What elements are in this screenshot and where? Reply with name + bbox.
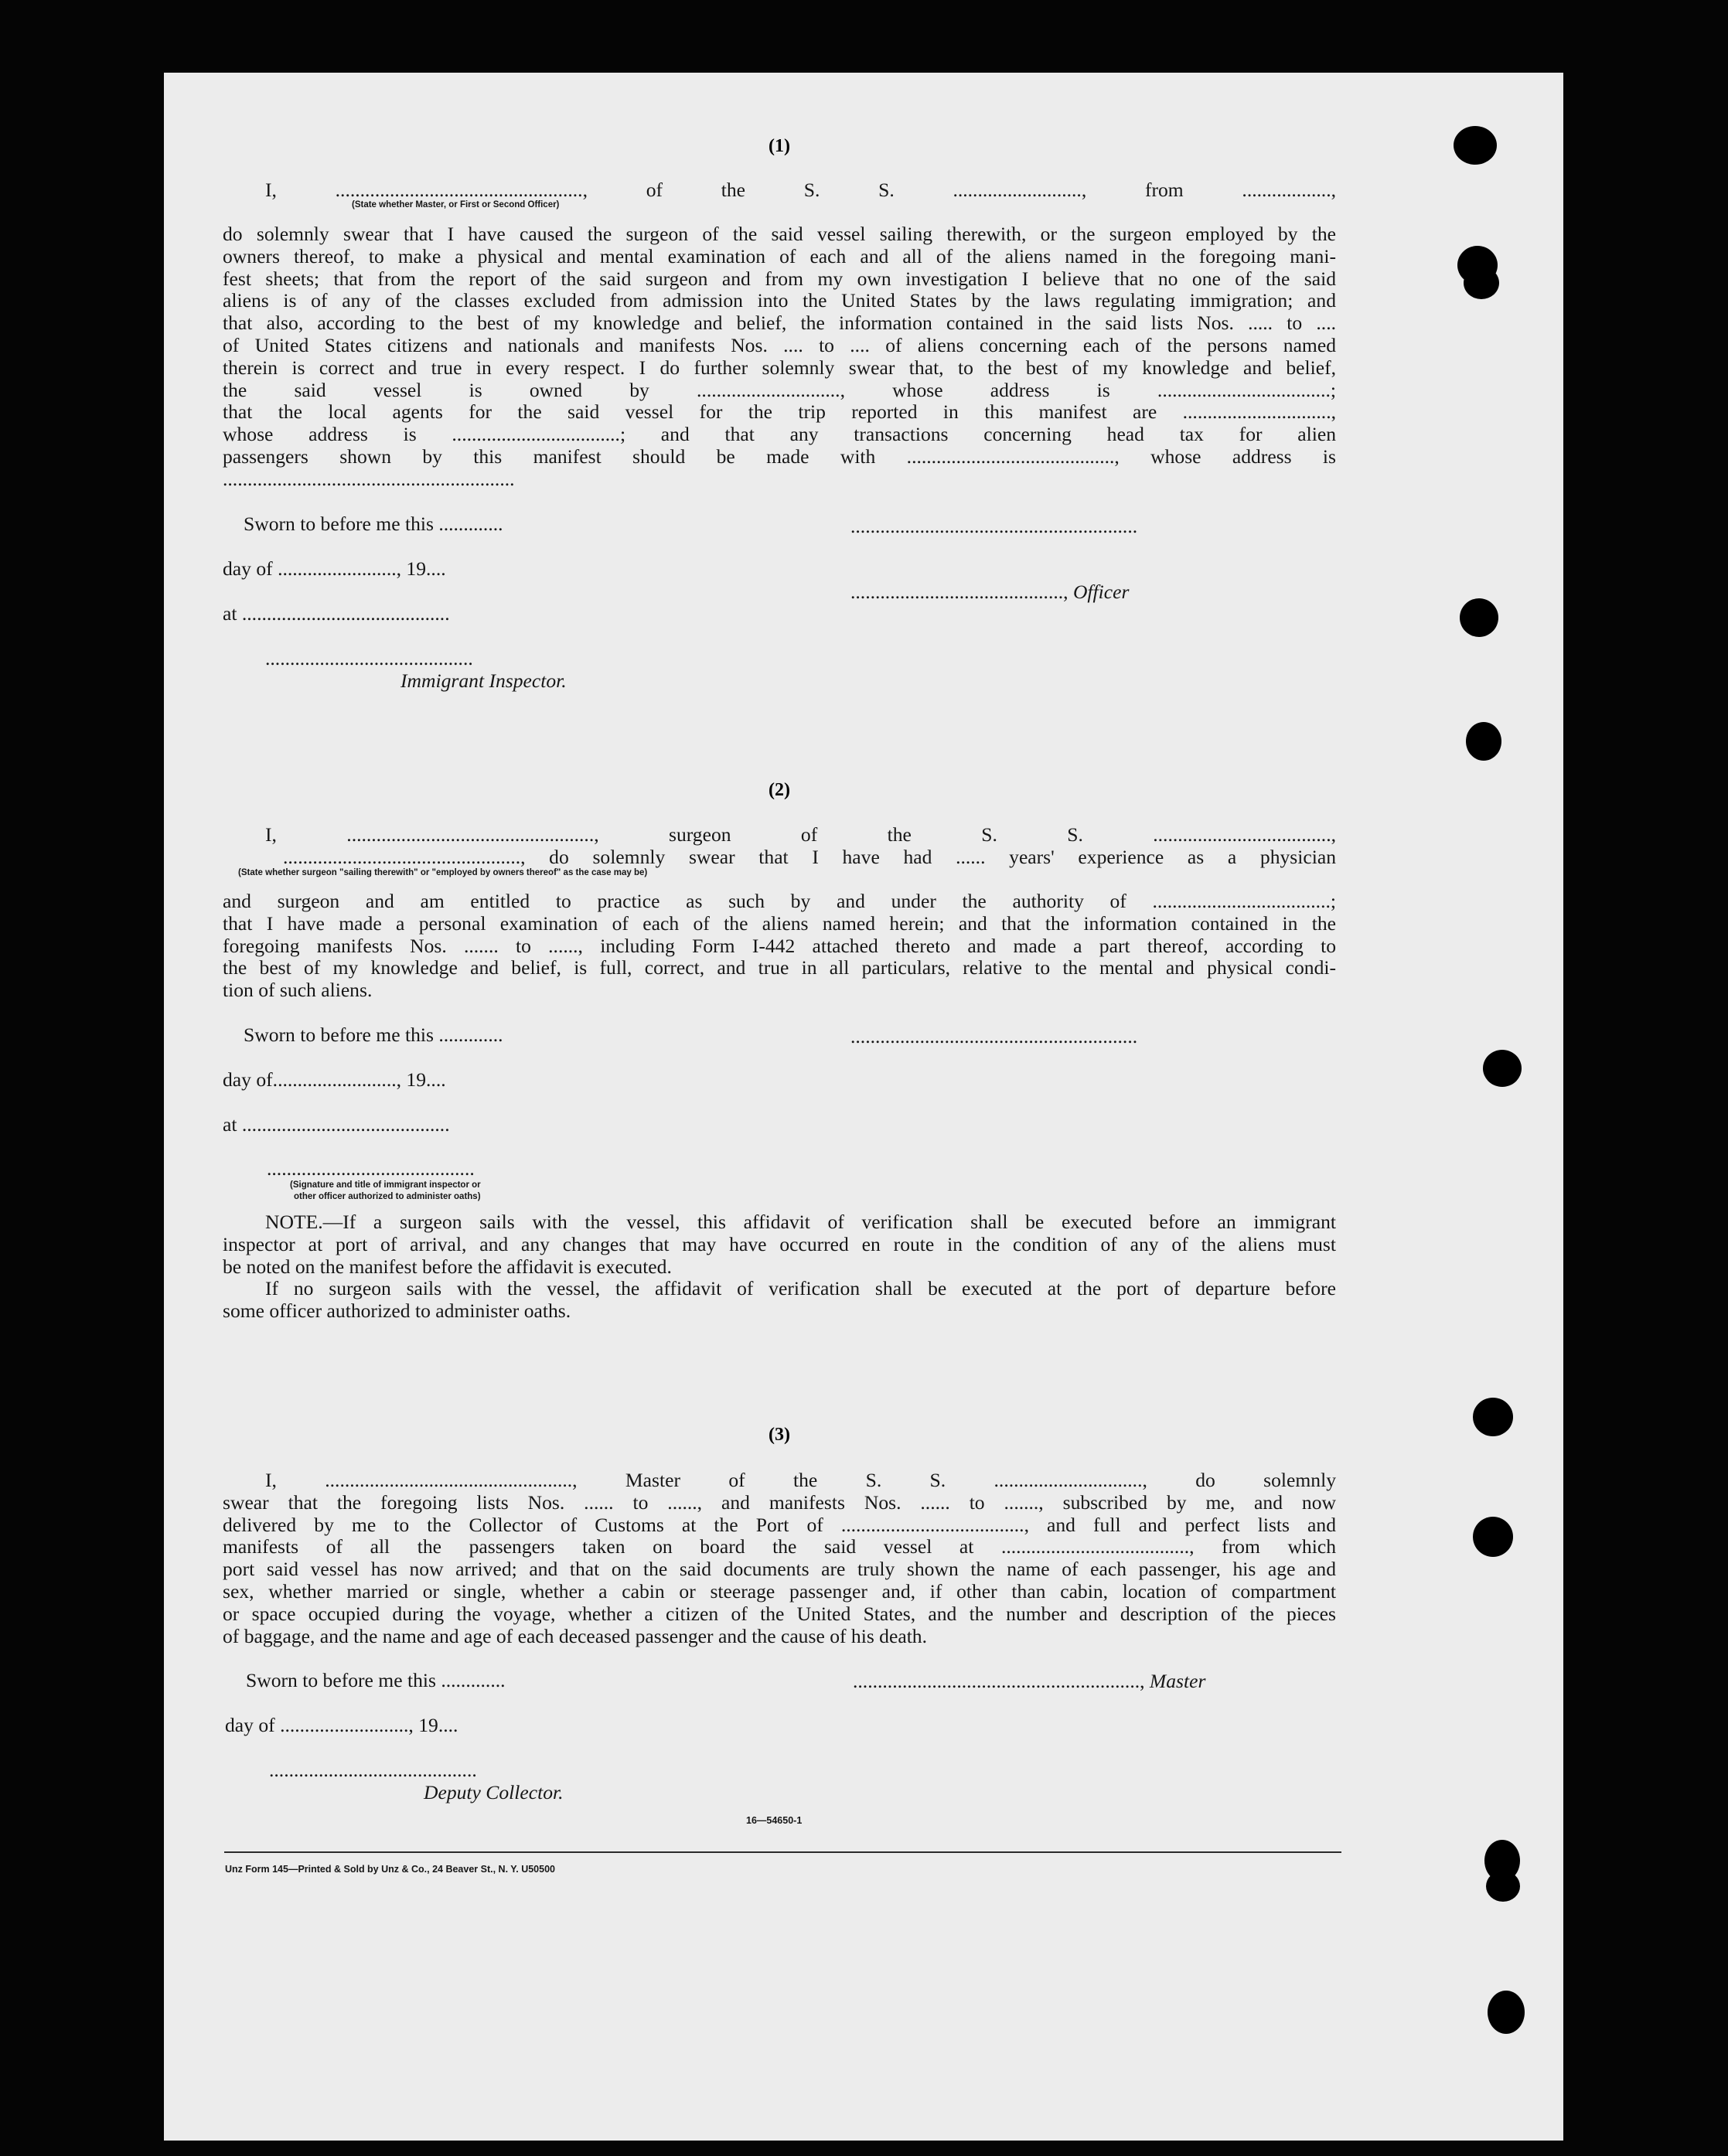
text-line: I, .................................................., Master of the S. S. .............................., do solemnly <box>265 1469 1336 1491</box>
text-line: port said vessel has now arrived; and that on the said documents are truly shown the name of each passenger, his age and <box>223 1558 1336 1581</box>
officer-signature-line <box>850 581 1129 604</box>
master-title: Master <box>1149 1670 1206 1692</box>
text-line: that I have made a personal examination of each of the aliens named herein; and that the information contained in the <box>223 911 1336 935</box>
printer-imprint: Unz Form 145—Printed & Sold by Unz & Co., 24 Beaver St., N. Y. U50500 <box>225 1864 555 1875</box>
sworn-line: Sworn to before me this ............. <box>244 513 503 535</box>
binder-hole <box>1486 1871 1520 1902</box>
section-3-body <box>223 1470 1336 1647</box>
text-line: that also, according to the best of my knowledge and belief, the information contained in the said lists Nos. ..... to .... <box>223 312 1336 335</box>
officer-signature-line: .......................................... <box>267 1157 475 1180</box>
text-line: therein is correct and true in every respect. I do further solemnly swear that, to the best of my knowledge and belief, <box>223 356 1336 379</box>
text-line: tion of such aliens. <box>223 979 373 1002</box>
text-line: owners thereof, to make a physical and mental examination of each and all of the aliens named in the foregoing mani- <box>223 244 1336 267</box>
binder-hole <box>1473 1398 1513 1436</box>
text-line: passengers shown by this manifest should be made with .........................................., whose address is <box>223 444 1336 468</box>
section-1-body <box>223 223 1336 491</box>
day-line: day of........................., 19.... <box>223 1068 446 1091</box>
text-line: I, .................................................., surgeon of the S. S. ...................................., <box>265 823 1336 846</box>
binder-hole <box>1483 1050 1522 1087</box>
day-line: day of ........................, 19.... <box>223 557 446 580</box>
text-line: aliens is of any of the classes excluded from admission into the United States by the laws regulating immigration; and <box>223 289 1336 312</box>
text-line: of United States citizens and nationals and manifests Nos. .... to .... of aliens concerning each of the persons named <box>223 333 1336 356</box>
day-line: day of .........................., 19.... <box>225 1714 458 1736</box>
surgeon-status-note: (State whether surgeon "sailing therewith" or "employed by owners thereof" as the case may be) <box>238 868 648 877</box>
text-line: sex, whether married or single, whether a cabin or steerage passenger and, if other than cabin, location of compartment <box>223 1579 1336 1603</box>
footer-rule <box>224 1851 1341 1853</box>
text-line: delivered by me to the Collector of Customs at the Port of ....................................., and full and perfect lists and <box>223 1513 1336 1536</box>
note-line: If no surgeon sails with the vessel, the affidavit of verification shall be executed at the port of departure before <box>265 1277 1336 1300</box>
text-line: of baggage, and the name and age of each deceased passenger and the cause of his death. <box>223 1624 928 1647</box>
collector-signature-line: .......................................... <box>269 1759 477 1781</box>
binder-hole <box>1488 1991 1525 2034</box>
note-line: inspector at port of arrival, and any changes that may have occurred en route in the condition of any of the aliens must <box>223 1232 1336 1255</box>
at-line: at .......................................... <box>223 1113 450 1136</box>
officer-signature-blank: .......................................................... <box>850 515 1138 537</box>
section-2-first-lines <box>223 824 1336 869</box>
section-2-body <box>223 891 1336 1002</box>
officer-rank-note: (State whether Master, or First or Second Officer) <box>352 200 560 209</box>
text-line: foregoing manifests Nos. ....... to ......, including Form I-442 attached thereto and made a part thereof, according to <box>223 934 1336 957</box>
binder-hole <box>1460 598 1498 637</box>
sworn-line: Sworn to before me this ............. <box>244 1024 503 1046</box>
section-2-note <box>223 1211 1336 1323</box>
note-line: be noted on the manifest before the affidavit is executed. <box>223 1255 672 1278</box>
section-2-heading: (2) <box>769 780 790 800</box>
note-line: NOTE.—If a surgeon sails with the vessel, this affidavit of verification shall be executed before an immigrant <box>265 1211 1336 1233</box>
section-1-first-line <box>223 179 1336 202</box>
text-line: I, .................................................., of the S. S. .........................., from .................., <box>265 179 1336 201</box>
text-line: fest sheets; that from the report of the said surgeon and from my own investigation I believe that no one of the said <box>223 267 1336 290</box>
text-line: swear that the foregoing lists Nos. ...... to ......, and manifests Nos. ...... to ......., subscribed by me, and now <box>223 1490 1336 1514</box>
text-line: do solemnly swear that I have caused the surgeon of the said vessel sailing therewith, or the surgeon employed by the <box>223 223 1336 245</box>
section-3-heading: (3) <box>769 1425 790 1445</box>
text-line: that the local agents for the said vessel for the trip reported in this manifest are .............................., <box>223 400 1336 424</box>
master-dots: .........................................................., <box>853 1670 1145 1692</box>
text-line: the said vessel is owned by ............................., whose address is ...................................; <box>223 378 1336 401</box>
master-signature-line <box>853 1670 1205 1693</box>
text-line: ................................................, do solemnly swear that I have had ...... years' experience as a physician <box>283 845 1336 868</box>
text-line: ........................................................... <box>223 467 515 490</box>
at-line: at .......................................... <box>223 602 450 625</box>
form-number: 16—54650-1 <box>746 1815 803 1826</box>
surgeon-signature-blank: .......................................................... <box>850 1025 1138 1047</box>
text-line: or space occupied during the voyage, whether a citizen of the United States, and the number and description of the pieces <box>223 1602 1336 1625</box>
binder-hole <box>1464 267 1499 299</box>
text-line: and surgeon and am entitled to practice as such by and under the authority of ....................................; <box>223 890 1336 912</box>
collector-title: Deputy Collector. <box>424 1781 564 1803</box>
inspector-title: Immigrant Inspector. <box>400 669 567 692</box>
officer-title: Officer <box>1072 581 1130 603</box>
sworn-line: Sworn to before me this ............. <box>246 1669 506 1691</box>
section-1-heading: (1) <box>769 136 790 156</box>
inspector-signature-line: .......................................... <box>265 647 473 669</box>
officer-signature-note: (Signature and title of immigrant inspector or <box>290 1180 481 1190</box>
binder-hole <box>1454 126 1497 165</box>
text-line: the best of my knowledge and belief, is full, correct, and true in all particulars, relative to the mental and physical condi- <box>223 956 1336 979</box>
officer-signature-note: other officer authorized to administer oaths) <box>294 1192 481 1201</box>
text-line: whose address is ..................................; and that any transactions concerning head tax for alien <box>223 423 1336 446</box>
text-line: manifests of all the passengers taken on board the said vessel at ......................................, from which <box>223 1535 1336 1558</box>
binder-hole <box>1466 722 1501 761</box>
binder-hole <box>1473 1517 1513 1557</box>
note-line: some officer authorized to administer oaths. <box>223 1299 571 1323</box>
officer-dots: ..........................................., <box>850 581 1068 603</box>
